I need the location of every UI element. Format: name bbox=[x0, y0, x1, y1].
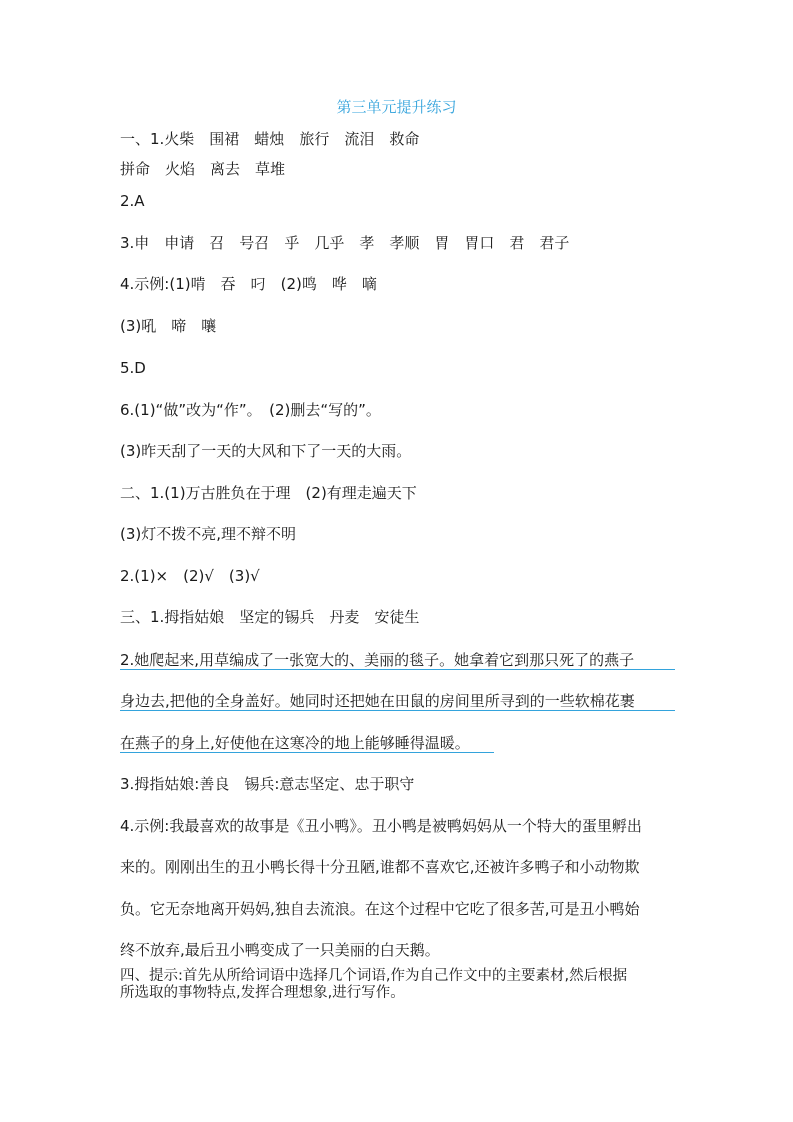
answer-line: 三、1.拇指姑娘 坚定的锡兵 丹麦 安徒生 bbox=[120, 608, 420, 626]
underline bbox=[120, 710, 675, 711]
answer-line: (3)灯不拨不亮,理不辩不明 bbox=[120, 525, 297, 543]
answer-line-underlined: 身边去,把他的全身盖好。她同时还把她在田鼠的房间里所寻到的一些软棉花裹 bbox=[120, 692, 635, 710]
answer-line: 一、1.火柴 围裙 蜡烛 旅行 流泪 救命 bbox=[120, 130, 420, 148]
answer-line: 来的。刚刚出生的丑小鸭长得十分丑陋,谁都不喜欢它,还被许多鸭子和小动物欺 bbox=[120, 858, 640, 876]
answer-line: 二、1.(1)万古胜负在于理 (2)有理走遍天下 bbox=[120, 484, 417, 502]
answer-line: 4.示例:(1)啃 吞 叼 (2)鸣 哗 嘀 bbox=[120, 275, 377, 293]
answer-line: 负。它无奈地离开妈妈,独自去流浪。在这个过程中它吃了很多苦,可是丑小鸭始 bbox=[120, 900, 640, 918]
answer-line: (3)昨天刮了一天的大风和下了一天的大雨。 bbox=[120, 442, 412, 460]
underline bbox=[120, 669, 675, 670]
answer-line: 2.A bbox=[120, 192, 145, 210]
answer-line: 4.示例:我最喜欢的故事是《丑小鸭》。丑小鸭是被鸭妈妈从一个特大的蛋里孵出 bbox=[120, 817, 642, 835]
underline bbox=[120, 752, 494, 753]
answer-line-underlined: 在燕子的身上,好使他在这寒冷的地上能够睡得温暖。 bbox=[120, 734, 470, 752]
answer-line: 5.D bbox=[120, 359, 146, 377]
answer-line: 6.(1)“做”改为“作”。 (2)删去“写的”。 bbox=[120, 401, 381, 419]
answer-line: 拼命 火焰 离去 草堆 bbox=[120, 160, 286, 178]
answer-line: 所选取的事物特点,发挥合理想象,进行写作。 bbox=[120, 985, 405, 1001]
answer-line: 四、提示:首先从所给词语中选择几个词语,作为自己作文中的主要素材,然后根据 bbox=[120, 968, 628, 984]
answer-line: 终不放弃,最后丑小鸭变成了一只美丽的白天鹅。 bbox=[120, 941, 440, 959]
answer-line: 3.拇指姑娘:善良 锡兵:意志坚定、忠于职守 bbox=[120, 775, 415, 793]
page-title: 第三单元提升练习 bbox=[336, 98, 457, 116]
answer-line-underlined: 2.她爬起来,用草编成了一张宽大的、美丽的毯子。她拿着它到那只死了的燕子 bbox=[120, 651, 635, 669]
answer-line: 2.(1)× (2)√ (3)√ bbox=[120, 567, 260, 585]
answer-line: 3.申 申请 召 号召 乎 几乎 孝 孝顺 胃 胃口 君 君子 bbox=[120, 234, 570, 252]
answer-line: (3)吼 啼 嚷 bbox=[120, 317, 217, 335]
